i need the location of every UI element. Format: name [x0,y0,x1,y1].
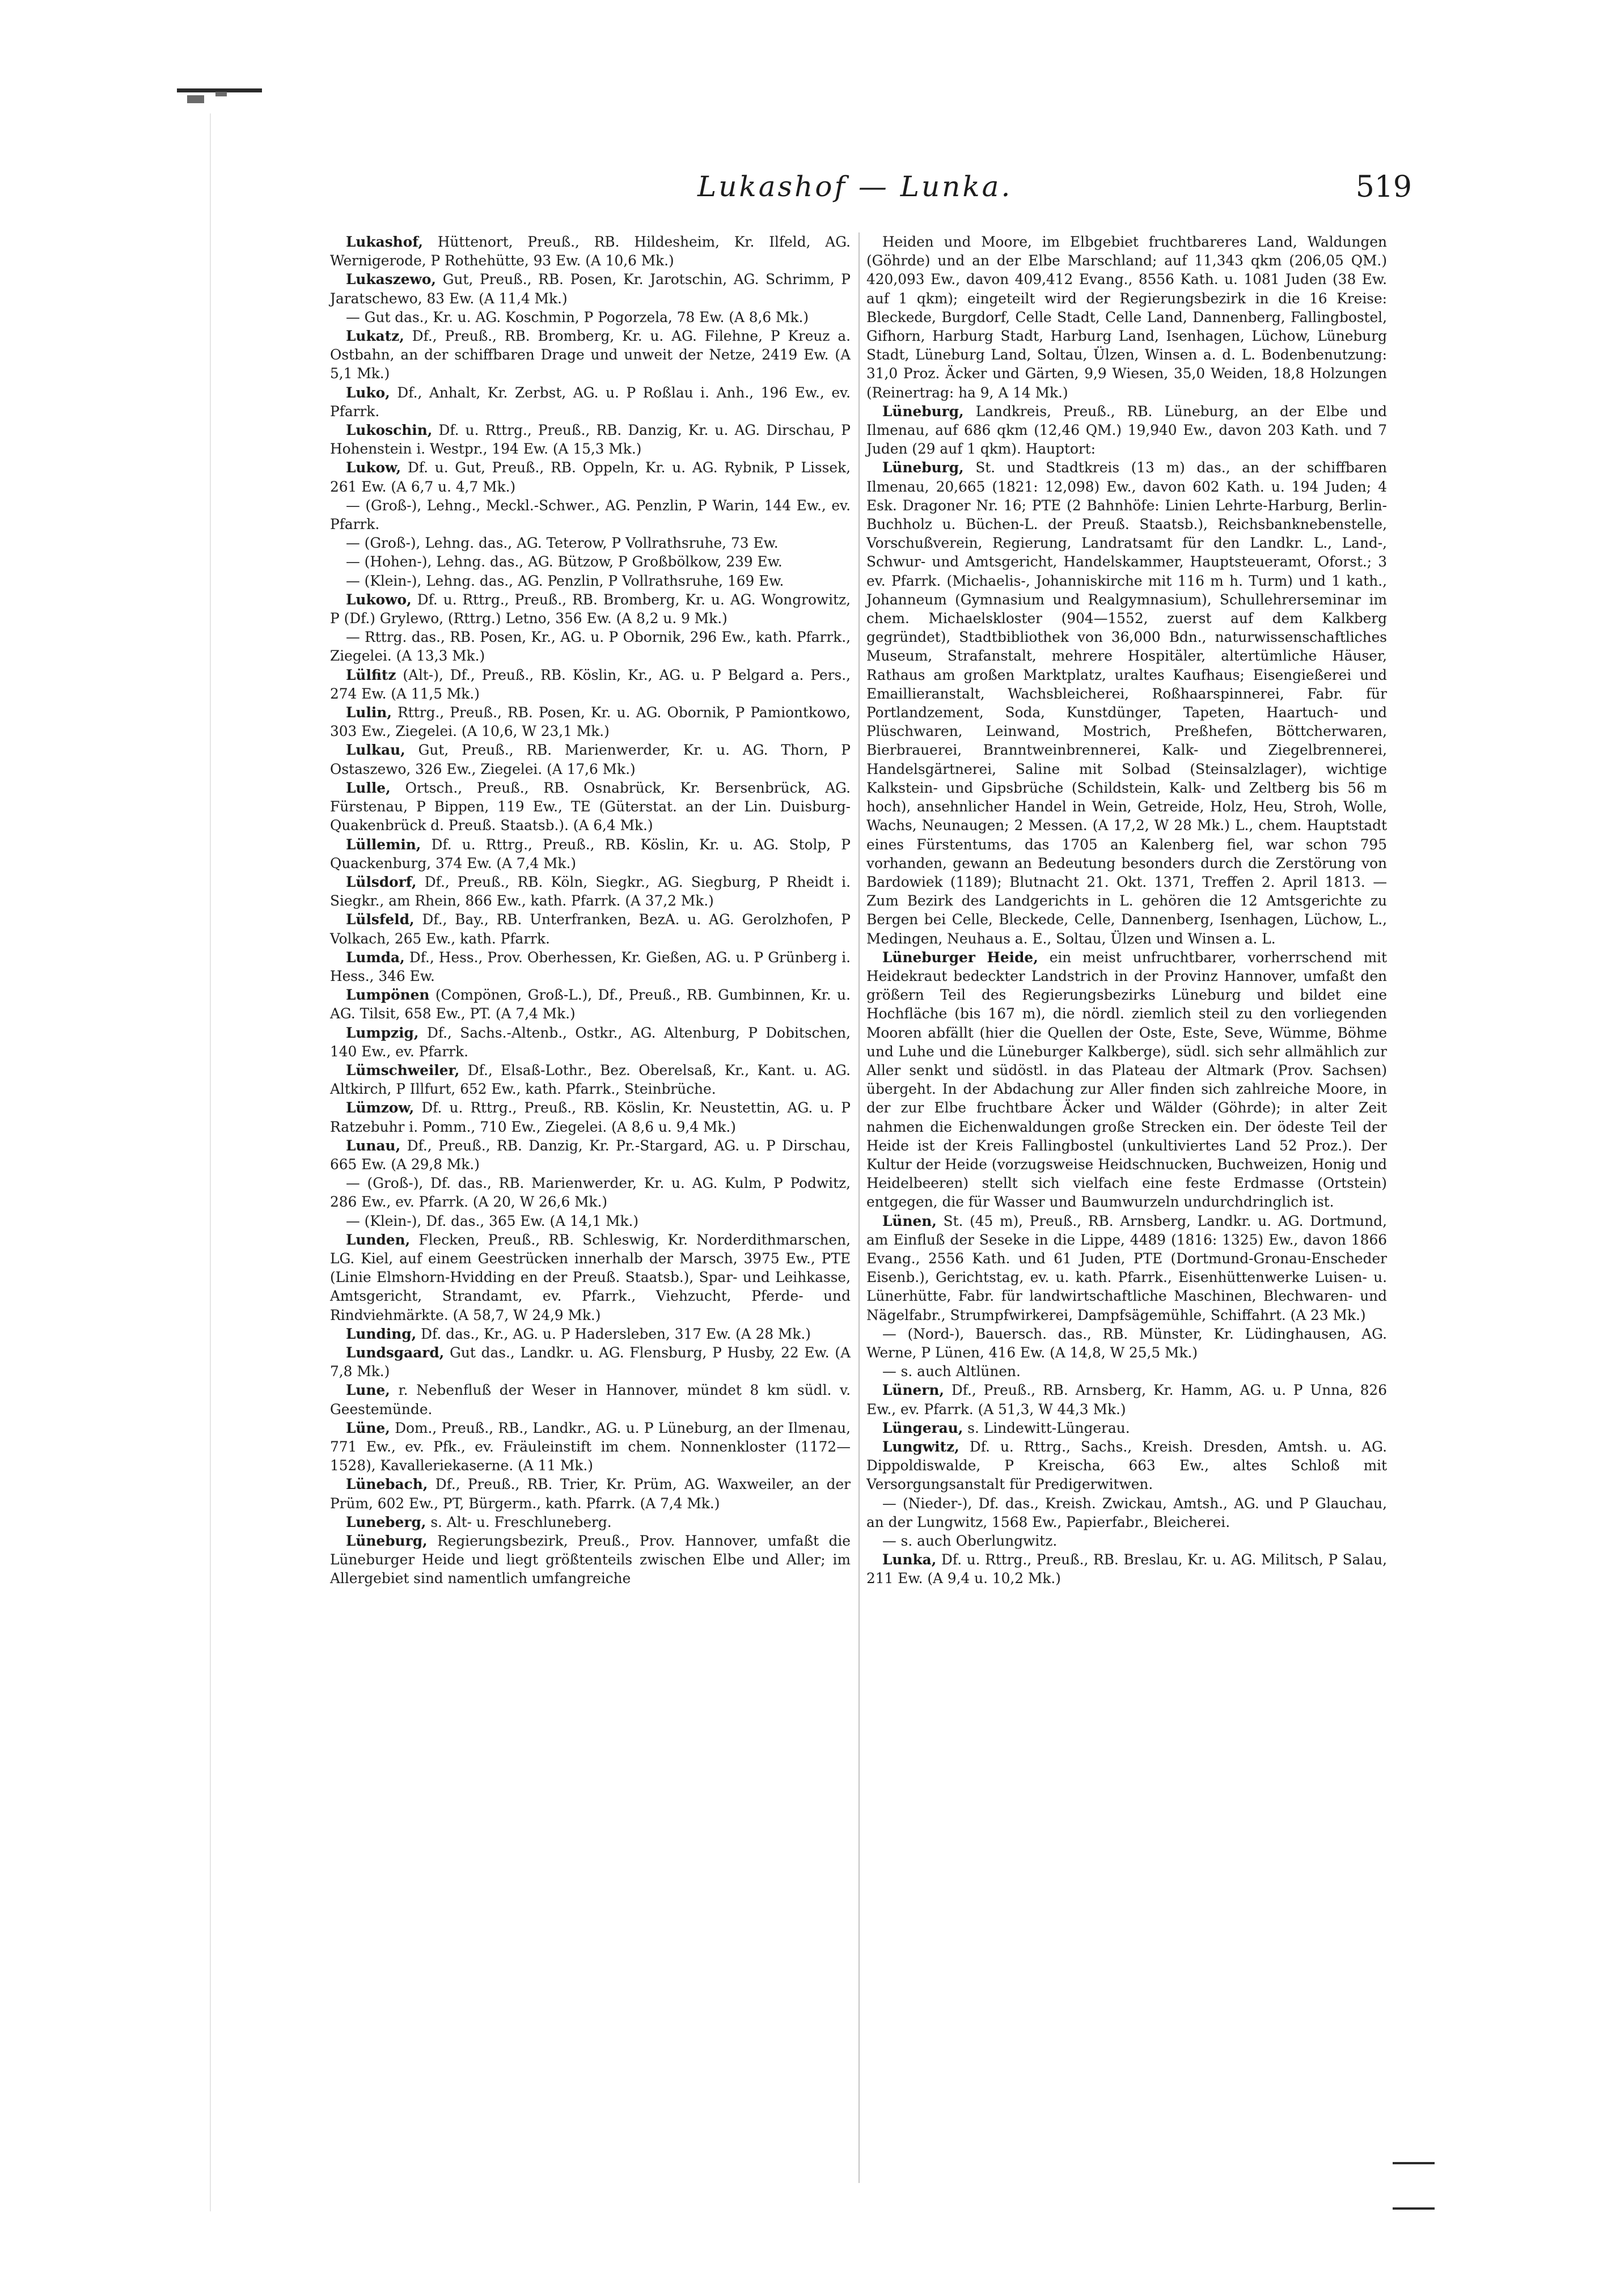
entry-text: Dom., Preuß., RB., Landkr., AG. u. P Lüneburg, an der Ilmenau, 771 Ew., ev. Pfk., ev. Fräuleinstift im chem. Nonnenkloster (1172—1528), Kavalleriekaserne. (A 11 Mk.) [330,1419,851,1474]
entry-headword: Lümzow, [346,1099,415,1116]
entry-text: — (Hohen-), Lehng. das., AG. Bützow, P Großbölkow, 239 Ew. [346,553,783,570]
gazetteer-entry [330,327,851,383]
entry-text: — (Klein-), Lehng. das., AG. Penzlin, P Vollrathsruhe, 169 Ew. [346,572,784,589]
gazetteer-entry [330,572,851,590]
entry-headword: Luneberg, [346,1513,426,1530]
entry-text: Df. u. Rttrg., Preuß., RB. Breslau, Kr. u. AG. Militsch, P Salau, 211 Ew. (A 9,4 u. 10,2 Mk.) [866,1551,1387,1587]
entry-headword: Lulkau, [346,742,405,759]
entry-headword: Lüngerau, [882,1419,963,1436]
entry-text: Df., Preuß., RB. Köln, Siegkr., AG. Siegburg, P Rheidt i. Siegkr., am Rhein, 866 Ew., kath. Pfarrk. (A 37,2 Mk.) [330,873,851,909]
gazetteer-entry [330,628,851,665]
gazetteer-entry [330,1381,851,1418]
gazetteer-entry [330,1098,851,1136]
entry-text: Landkreis, Preuß., RB. Lüneburg, an der Elbe und Ilmenau, auf 686 qkm (12,46 QM.) 19,940 Ew., davon 203 Kath. und 7 Juden (29 auf 1 qkm). Hauptort: [866,403,1388,458]
entry-text: Ortsch., Preuß., RB. Osnabrück, Kr. Bersenbrück, AG. Fürstenau, P Bippen, 119 Ew., TE (Güterstat. an der Lin. Duisburg-Quakenbrück d. Preuß. Staatsb.). (A 6,4 Mk.) [330,779,851,834]
gazetteer-entry [330,534,851,552]
entry-text: Df., Preuß., RB. Trier, Kr. Prüm, AG. Waxweiler, an der Prüm, 602 Ew., PT, Bürgerm., kath. Pfarrk. (A 7,4 Mk.) [330,1476,851,1512]
entry-headword: Lüneburg, [882,403,964,420]
page-number: 519 [1355,170,1412,204]
entry-text: Rttrg., Preuß., RB. Posen, Kr. u. AG. Obornik, P Pamiontkowo, 303 Ew., Ziegelei. (A 10,6, W 23,1 Mk.) [330,704,851,740]
gazetteer-entry [866,1532,1387,1550]
entry-text: Heiden und Moore, im Elbgebiet fruchtbareres Land, Waldungen (Göhrde) und an der Elbe Marschland; auf 11,343 qkm (206,05 QM.) 420,093 Ew., davon 409,412 Evang., 8556 Kath. u. 1081 Juden (38 Ew. auf 1 qkm); eingeteilt wird der Regierungsbezirk in die 16 Kreise: Bleckede, Burgdorf, Celle Stadt, Celle Land, Dannenberg, Fallingbostel, Gifhorn, Harburg Stadt, Harburg Land, Isenhagen, Lüchow, Lüneburg Stadt, Lüneburg Land, Soltau, Ülzen, Winsen a. d. L. Bodenbenutzung: 31,0 Proz. Äcker und Gärten, 9,9 Wiesen, 35,0 Weiden, 18,8 Holzungen (Reinertrag: ha 9, A 14 Mk.) [866,234,1387,401]
gazetteer-entry [330,1136,851,1174]
entry-text: Df. u. Rttrg., Preuß., RB. Köslin, Kr. Neustettin, AG. u. P Ratzebuhr i. Pomm., 710 Ew., Ziegelei. (A 8,6 u. 9,4 Mk.) [330,1099,851,1135]
entry-headword: Lumpönen [346,987,430,1004]
entry-headword: Lüneburg, [882,459,964,476]
entry-headword: Lunding, [346,1325,417,1342]
entry-text: Df., Bay., RB. Unterfranken, BezA. u. AG. Gerolzhofen, P Volkach, 265 Ew., kath. Pfarrk. [330,911,851,947]
gazetteer-entry [330,1174,851,1211]
entry-text: — (Nord-), Bauersch. das., RB. Münster, Kr. Lüdinghausen, AG. Werne, P Lünen, 416 Ew. (A 14,8, W 25,5 Mk.) [866,1325,1387,1361]
entry-headword: Lülsfeld, [346,911,415,928]
entry-text: Flecken, Preuß., RB. Schleswig, Kr. Norderdithmarschen, LG. Kiel, auf einem Geestrücken innerhalb der Marsch, 3975 Ew., PTE (Linie Elmshorn-Hvidding en der Preuß. Staatsb.), Spar- und Leihkasse, Amtsgericht, Strandamt, ev. Pfarrk., Viehzucht, Pferde- und Rindviehmärkte. (A 58,7, W 24,9 Mk.) [330,1231,851,1323]
entry-text: Df. das., Kr., AG. u. P Hadersleben, 317 Ew. (A 28 Mk.) [421,1325,811,1342]
gazetteer-entry [330,1475,851,1512]
gazetteer-entry [866,232,1387,402]
entry-headword: Lümschweiler, [346,1061,460,1078]
entry-text: — (Klein-), Df. das., 365 Ew. (A 14,1 Mk.) [346,1212,639,1229]
gazetteer-entry [330,496,851,534]
entry-text: Df., Hess., Prov. Oberhessen, Kr. Gießen, AG. u. P Grünberg i. Hess., 346 Ew. [330,949,851,984]
gazetteer-entry [330,779,851,835]
entry-text: Df. u. Gut, Preuß., RB. Oppeln, Kr. u. AG. Rybnik, P Lissek, 261 Ew. (A 6,7 u. 4,7 Mk.) [330,459,851,495]
entry-headword: Lundsgaard, [346,1344,445,1361]
entry-headword: Lumpzig, [346,1024,419,1041]
scan-artifact [215,92,227,96]
entry-text: Df., Preuß., RB. Arnsberg, Kr. Hamm, AG. u. P Unna, 826 Ew., ev. Pfarrk. (A 51,3, W 44,3 Mk.) [866,1382,1387,1418]
entry-headword: Lunka, [882,1551,937,1568]
entry-headword: Lülsdorf, [346,873,417,890]
gazetteer-entry [330,1419,851,1475]
gazetteer-entry [330,910,851,947]
entry-text: — (Groß-), Lehng., Meckl.-Schwer., AG. Penzlin, P Warin, 144 Ew., ev. Pfarrk. [330,497,851,533]
gazetteer-entry [330,421,851,458]
entry-headword: Lülfitz [346,666,396,683]
entry-headword: Lukashof, [346,234,423,250]
gazetteer-entry [330,666,851,703]
gazetteer-entry [866,1550,1387,1588]
entry-text: St. (45 m), Preuß., RB. Arnsberg, Landkr. u. AG. Dortmund, am Einfluß der Seseke in die Lippe, 4489 (1816: 1325) Ew., davon 1866 Evang., 2556 Kath. und 61 Juden, PTE (Dortmund-Gronau-Enscheder Eisenb.), Gerichtstag, ev. u. kath. Pfarrk., Eisenhüttenwerke Luisen- u. Lünerhütte, Fabr. für landwirtschaftliche Maschinen, Blechwaren- und Nägelfabr., Strumpfwirkerei, Dampfsägemühle, Schiffahrt. (A 23 Mk.) [866,1212,1387,1323]
entry-headword: Lumda, [346,949,405,966]
entry-text: St. und Stadtkreis (13 m) das., an der schiffbaren Ilmenau, 20,665 (1821: 12,098) Ew., davon 602 Kath. u. 194 Juden; 4 Esk. Dragoner Nr. 16; PTE (2 Bahnhöfe: Linien Lehrte-Harburg, Berlin-Buchholz u. Büchen-L. der Preuß. Staatsb.), Reichsbanknebenstelle, Vorschußverein, Regierung, Landratsamt für den Landkr. L., Land-, Schwur- und Amtsgericht, Handelskammer, Hauptsteueramt, Oforst.; 3 ev. Pfarrk. (Michaelis-, Johanniskirche mit 116 m h. Turm) und 1 kath., Johanneum (Gymnasium und Realgymnasium), Schullehrerseminar im chem. Michaelskloster (904—1552, zuerst auf dem Kalkberg gegründet), Stadtbibliothek von 36,000 Bdn., naturwissenschaftliches Museum, Strafanstalt, mehrere Hospitäler, altertümliche Häuser, Rathaus am großen Marktplatz, uraltes Kaufhaus; Eisengießerei und Emaillieranstalt, Wachsbleicherei, Roßhaarspinnerei, Fabr. für Portlandzement, Soda, Kunstdünger, Tapeten, Haartuch- und Plüschwaren, Leinwand, Mostrich, Preßhefen, Böttcherwaren, Bierbrauerei, Branntweinbrennerei, Kalk- und Ziegelbrennerei, Handelsgärtnerei, Saline mit Solbad (Steinsalzlager), wichtige Kalkstein- und Gipsbrüche (Schildstein, Kalk- und Zeltberg bis 56 m hoch), ansehnlicher Handel in Wein, Getreide, Holz, Heu, Stroh, Wolle, Wachs, Neunaugen; 2 Messen. (A 17,2, W 28 Mk.) L., chem. Hauptstadt eines Fürstentums, das 1705 an Kalenberg fiel, war schon 795 vorhanden, gewann an Bedeutung besonders durch die Zerstörung von Bardowiek (1189); Blutnacht 21. Okt. 1371, Treffen 2. April 1813. — Zum Bezirk des Landgerichts in L. gehören die 12 Amtsgerichte zu Bergen bei Celle, Bleckede, Celle, Dannenberg, Isenhagen, Lüchow, L., Medingen, Neuhaus a. E., Soltau, Ülzen und Winsen a. L. [866,459,1387,947]
entry-headword: Lüneburg, [346,1533,428,1550]
gazetteer-entry [866,402,1387,459]
running-title: Lukashof — Lunka. [697,170,1013,203]
entry-text: — Gut das., Kr. u. AG. Koschmin, P Pogorzela, 78 Ew. (A 8,6 Mk.) [346,308,809,325]
entry-headword: Luko, [346,384,390,401]
entry-headword: Lüllemin, [346,836,421,853]
entry-headword: Lünen, [882,1212,937,1229]
gazetteer-entry [866,1437,1387,1494]
entry-headword: Lukoschin, [346,422,433,439]
gazetteer-entry [866,458,1387,947]
entry-text: — (Groß-), Df. das., RB. Marienwerder, Kr. u. AG. Kulm, P Podwitz, 286 Ew., ev. Pfarrk. (A 20, W 26,6 Mk.) [330,1175,851,1211]
entry-headword: Lüne, [346,1419,390,1436]
right-column [866,232,1387,1588]
entry-headword: Lunau, [346,1137,401,1154]
entry-text: Gut das., Landkr. u. AG. Flensburg, P Husby, 22 Ew. (A 7,8 Mk.) [330,1344,851,1380]
entry-text: — (Groß-), Lehng. das., AG. Teterow, P Vollrathsruhe, 73 Ew. [346,535,779,552]
entry-text: Gut, Preuß., RB. Marienwerder, Kr. u. AG. Thorn, P Ostaszewo, 326 Ew., Ziegelei. (A 17,6 Mk.) [330,742,851,777]
gazetteer-entry [330,1061,851,1098]
gazetteer-entry [330,1343,851,1381]
entry-text: — s. auch Oberlungwitz. [882,1533,1058,1550]
gazetteer-entry [330,703,851,741]
entry-headword: Lulin, [346,704,392,721]
gazetteer-entry [330,308,851,327]
entry-text: Df. u. Rttrg., Preuß., RB. Bromberg, Kr. u. AG. Wongrowitz, P (Df.) Grylewo, (Rttrg.) Letno, 356 Ew. (A 8,2 u. 9 Mk.) [330,591,851,627]
page-header [697,170,1412,221]
entry-text: — Rttrg. das., RB. Posen, Kr., AG. u. P Obornik, 296 Ew., kath. Pfarrk., Ziegelei. (A 13,3 Mk.) [330,629,851,665]
entry-headword: Lune, [346,1382,390,1399]
entry-text: (Alt-), Df., Preuß., RB. Köslin, Kr., AG. u. P Belgard a. Pers., 274 Ew. (A 11,5 Mk.) [330,666,851,702]
gazetteer-entry [330,270,851,307]
entry-text: — (Nieder-), Df. das., Kreish. Zwickau, Amtsh., AG. und P Glauchau, an der Lungwitz, 1568 Ew., Papierfabr., Bleicherei. [866,1495,1387,1530]
gazetteer-entry [330,232,851,270]
gazetteer-entry [330,552,851,571]
entry-text: Df., Preuß., RB. Bromberg, Kr. u. AG. Filehne, P Kreuz a. Ostbahn, an der schiffbaren Drage und unweit der Netze, 2419 Ew. (A 5,1 Mk.) [330,328,851,382]
entry-headword: Lukaszewo, [346,271,437,288]
entry-text: Regierungsbezirk, Preuß., Prov. Hannover, umfaßt die Lüneburger Heide und liegt größtenteils zwischen Elbe und Aller; im Allergebiet sind namentlich umfangreiche [330,1533,851,1587]
entry-text: Hüttenort, Preuß., RB. Hildesheim, Kr. Ilfeld, AG. Wernigerode, P Rothehütte, 93 Ew. (A 10,6 Mk.) [330,234,851,269]
entry-headword: Lünern, [882,1382,944,1399]
entry-text: Df., Elsaß-Lothr., Bez. Oberelsaß, Kr., Kant. u. AG. Altkirch, P Illfurt, 652 Ew., kath. Pfarrk., Steinbrüche. [330,1061,851,1098]
gazetteer-entry [330,835,851,873]
gazetteer-entry [330,1325,851,1343]
entry-headword: Lünebach, [346,1476,428,1493]
gazetteer-entry [866,948,1387,1212]
gazetteer-entry [866,1381,1387,1418]
left-column [330,232,851,1588]
gazetteer-entry [330,1212,851,1230]
entry-headword: Lukow, [346,459,401,476]
entry-headword: Lukatz, [346,328,404,345]
scan-artifact [1393,2162,1435,2164]
scan-artifact [1393,2207,1435,2210]
gazetteer-entry [330,1532,851,1588]
entry-text: s. Alt- u. Freschluneberg. [430,1513,612,1530]
gazetteer-entry [866,1494,1387,1532]
entry-text: Df. u. Rttrg., Preuß., RB. Köslin, Kr. u. AG. Stolp, P Quackenburg, 374 Ew. (A 7,4 Mk.) [330,836,851,871]
scan-edge-line [210,113,211,2211]
gazetteer-entry [330,590,851,628]
entry-headword: Lüneburger Heide, [882,949,1038,966]
entry-text: Df. u. Rttrg., Preuß., RB. Danzig, Kr. u. AG. Dirschau, P Hohenstein i. Westpr., 194 Ew. (A 15,3 Mk.) [330,422,851,458]
entry-text: Df., Preuß., RB. Danzig, Kr. Pr.-Stargard, AG. u. P Dirschau, 665 Ew. (A 29,8 Mk.) [330,1137,851,1173]
entry-text: ein meist unfruchtbarer, vorherrschend mit Heidekraut bedeckter Landstrich in der Provinz Hannover, umfaßt den größern Teil des Regierungsbezirks Lüneburg und bildet eine Hochfläche (bis 167 m), die nördl. ziemlich steil zu den vorliegenden Mooren abfällt (hier die Quellen der Oste, Este, Seve, Wümme, Böhme und Luhe und die Lüneburger Kalkberge), südl. sich sehr allmählich zur Aller senkt und südöstl. in das Plateau der Altmark (Prov. Sachsen) übergeht. In der Abdachung zur Aller finden sich zahlreiche Moore, in der zur Elbe fruchtbare Äcker und Wälder (Göhrde); in alter Zeit nahmen die Eichenwaldungen große Strecken ein. Der ödeste Teil der Heide ist der Kreis Fallingbostel (unkultiviertes Land 52 Proz.). Der Kultur der Heide (vorzugsweise Heidschnucken, Buchweizen, Honig und Heidelbeeren) stellt sich vielfach eine feste Erdmasse (Ortstein) entgegen, die für Wasser und Baumwurzeln undurchdringlich ist. [866,949,1388,1211]
gazetteer-entry [330,1513,851,1532]
gazetteer-entry [330,948,851,985]
gazetteer-entry [330,1023,851,1061]
gazetteer-entry [330,873,851,910]
gazetteer-entry [866,1325,1387,1362]
entry-text: s. Lindewitt-Lüngerau. [967,1419,1130,1436]
gazetteer-entry [330,985,851,1023]
column-divider [858,232,860,2183]
gazetteer-entry [330,383,851,421]
gazetteer-entry [866,1419,1387,1437]
gazetteer-entry [330,1230,851,1325]
gazetteer-entry [866,1362,1387,1381]
entry-text: Df., Sachs.-Altenb., Ostkr., AG. Altenburg, P Dobitschen, 140 Ew., ev. Pfarrk. [330,1024,851,1060]
gazetteer-entry [866,1212,1387,1325]
entry-headword: Lungwitz, [882,1439,959,1455]
entry-text: r. Nebenfluß der Weser in Hannover, mündet 8 km südl. v. Geestemünde. [330,1382,851,1418]
entry-text: Df., Anhalt, Kr. Zerbst, AG. u. P Roßlau i. Anh., 196 Ew., ev. Pfarrk. [330,384,851,420]
entry-headword: Lulle, [346,779,391,796]
entry-text: Gut, Preuß., RB. Posen, Kr. Jarotschin, AG. Schrimm, P Jaratschewo, 83 Ew. (A 11,4 Mk.) [330,271,851,307]
entry-text: Df. u. Rttrg., Sachs., Kreish. Dresden, Amtsh. u. AG. Dippoldiswalde, P Kreischa, 663 Ew., altes Schloß mit Versorgungsanstalt für Predigerwitwen. [866,1439,1387,1493]
entry-headword: Lunden, [346,1231,411,1248]
entry-text: — s. auch Altlünen. [882,1363,1021,1380]
gazetteer-entry [330,741,851,778]
gazetteer-entry [330,458,851,496]
entry-headword: Lukowo, [346,591,412,608]
entry-text: (Compönen, Groß-L.), Df., Preuß., RB. Gumbinnen, Kr. u. AG. Tilsit, 658 Ew., PT. (A 7,4 Mk.) [330,987,851,1022]
scan-artifact [187,95,204,103]
